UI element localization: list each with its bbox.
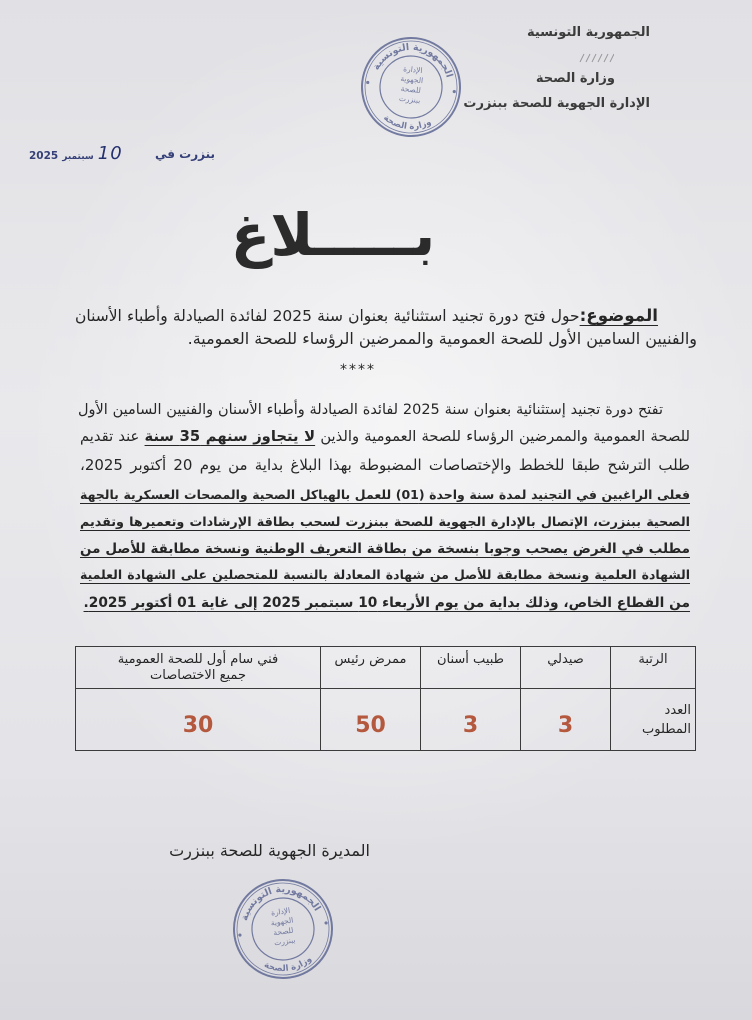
date-place: بنزرت في xyxy=(154,147,215,161)
official-stamp-top xyxy=(354,30,468,144)
table-header-head-nurse: ممرض رئيس xyxy=(321,647,421,689)
instructions-line: الشهادة العلمية ونسخة مطابقة للأصل من شهادة المعادلة بالنسبة للمتحصلين على الشهادة العلمية xyxy=(80,567,690,582)
table-count-head-nurse: 50 xyxy=(321,689,421,751)
stamp-center-line: الإدارة xyxy=(402,64,423,76)
date-month: سبتمبر xyxy=(62,152,94,162)
stamp-star-icon xyxy=(366,81,370,85)
stamp-ring-bottom-text: وزارة الصحة xyxy=(381,113,433,133)
table-header-rank-label: الرتبة xyxy=(611,647,696,689)
table-header-row xyxy=(76,647,696,689)
stamp-center-line: للصحة xyxy=(272,925,294,938)
body-line-2 xyxy=(80,424,690,450)
stamp-center-line: الجهوية xyxy=(400,73,424,86)
date-day-handwritten: 10 xyxy=(97,143,123,164)
age-limit-emphasis: لا يتجاوز سنهم 35 سنة xyxy=(144,428,316,445)
table-count-label xyxy=(611,689,696,751)
table-count-dentist: 3 xyxy=(421,689,521,751)
table-header-dentist: طبيب أسنان xyxy=(421,647,521,689)
stamp-ring-top-text: الجمهورية التونسية xyxy=(239,883,323,923)
subject-text: حول فتح دورة تجنيد استثنائية بعنوان سنة 2025 لفائدة الصيادلة وأطباء الأسنان xyxy=(75,307,580,325)
body-line-1: تفتح دورة تجنيد إستثنائية بعنوان سنة 2025 لفائدة الصيادلة وأطباء الأسنان والفنيين السامين الأول xyxy=(78,402,664,418)
table-count-label-line: المطلوب xyxy=(641,722,691,737)
subject-label: الموضوع: xyxy=(579,305,658,325)
stamp-star-icon xyxy=(238,933,242,937)
instructions-line: مطلب في الغرض يصحب وجوبا بنسخة من بطاقة التعريف الوطنية ونسخة مطابقة للأصل من xyxy=(80,541,690,557)
body-text: للصحة العمومية والممرضين الرؤساء للصحة العمومية والذين xyxy=(315,428,690,445)
stamp-center-line: الإدارة xyxy=(270,905,291,918)
stamp-star-icon xyxy=(453,90,457,94)
section-separator: **** xyxy=(340,362,376,378)
letterhead-directorate: الإدارة الجهوية للصحة ببنزرت xyxy=(463,96,650,111)
letterhead-separator xyxy=(578,53,614,63)
instructions-line: فعلى الراغبين في التجنيد لمدة سنة واحدة (01) للعمل بالهياكل الصحية والمصحات العسكرية بالجهة xyxy=(80,487,690,502)
table-header-text: جميع الاختصاصات xyxy=(150,668,246,683)
stamp-ring-bottom-text: وزارة الصحة xyxy=(262,954,314,975)
instructions-line: من القطاع الخاص، وذلك بداية من يوم الأربعاء 10 سبتمبر 2025 إلى غاية 01 أكتوبر 2025. xyxy=(83,595,690,611)
positions-table xyxy=(75,646,696,751)
table-header-senior-technician xyxy=(76,647,321,689)
stamp-center-line: للصحة xyxy=(400,83,422,96)
instructions-line: الصحية ببنزرت، الإتصال بالإدارة الجهوية للصحة ببنزرت لسحب بطاقة الإرشادات وتعميرها وتقديم xyxy=(80,515,690,530)
letterhead-republic: الجمهورية التونسية xyxy=(526,25,650,40)
stamp-star-icon xyxy=(324,921,328,925)
subject-line-2: والفنيين السامين الأول للصحة العمومية والممرضين الرؤساء للصحة العمومية. xyxy=(187,329,697,348)
body-text: عند تقديم xyxy=(80,428,145,445)
table-count-senior-technician: 30 xyxy=(76,689,321,751)
stamp-center-line: الجهوية xyxy=(270,915,294,928)
table-data-row xyxy=(76,689,696,751)
stamp-ring-top-text: الجمهورية التونسية xyxy=(370,41,455,79)
table-header-pharmacist: صيدلي xyxy=(521,647,611,689)
table-count-label-line: العدد xyxy=(664,703,691,718)
body-line-3: طلب الترشح طبقا للخطط والإختصاصات المضبوطة بهذا البلاغ بداية من يوم 20 أكتوبر 2025، xyxy=(80,456,690,474)
date-stamp xyxy=(29,143,123,164)
table-count-pharmacist: 3 xyxy=(521,689,611,751)
stamp-center-line: ببنزرت xyxy=(398,93,421,106)
table-header-text: فني سام أول للصحة العمومية xyxy=(117,652,279,667)
stamp-center-line: ببنزرت xyxy=(273,935,296,948)
date-year: 2025 xyxy=(29,150,59,162)
signature-title: المديرة الجهوية للصحة ببنزرت xyxy=(169,841,370,860)
official-stamp-bottom xyxy=(224,870,341,987)
document-title: بـــــلاغ xyxy=(230,201,436,269)
letterhead-ministry: وزارة الصحة xyxy=(535,71,615,86)
